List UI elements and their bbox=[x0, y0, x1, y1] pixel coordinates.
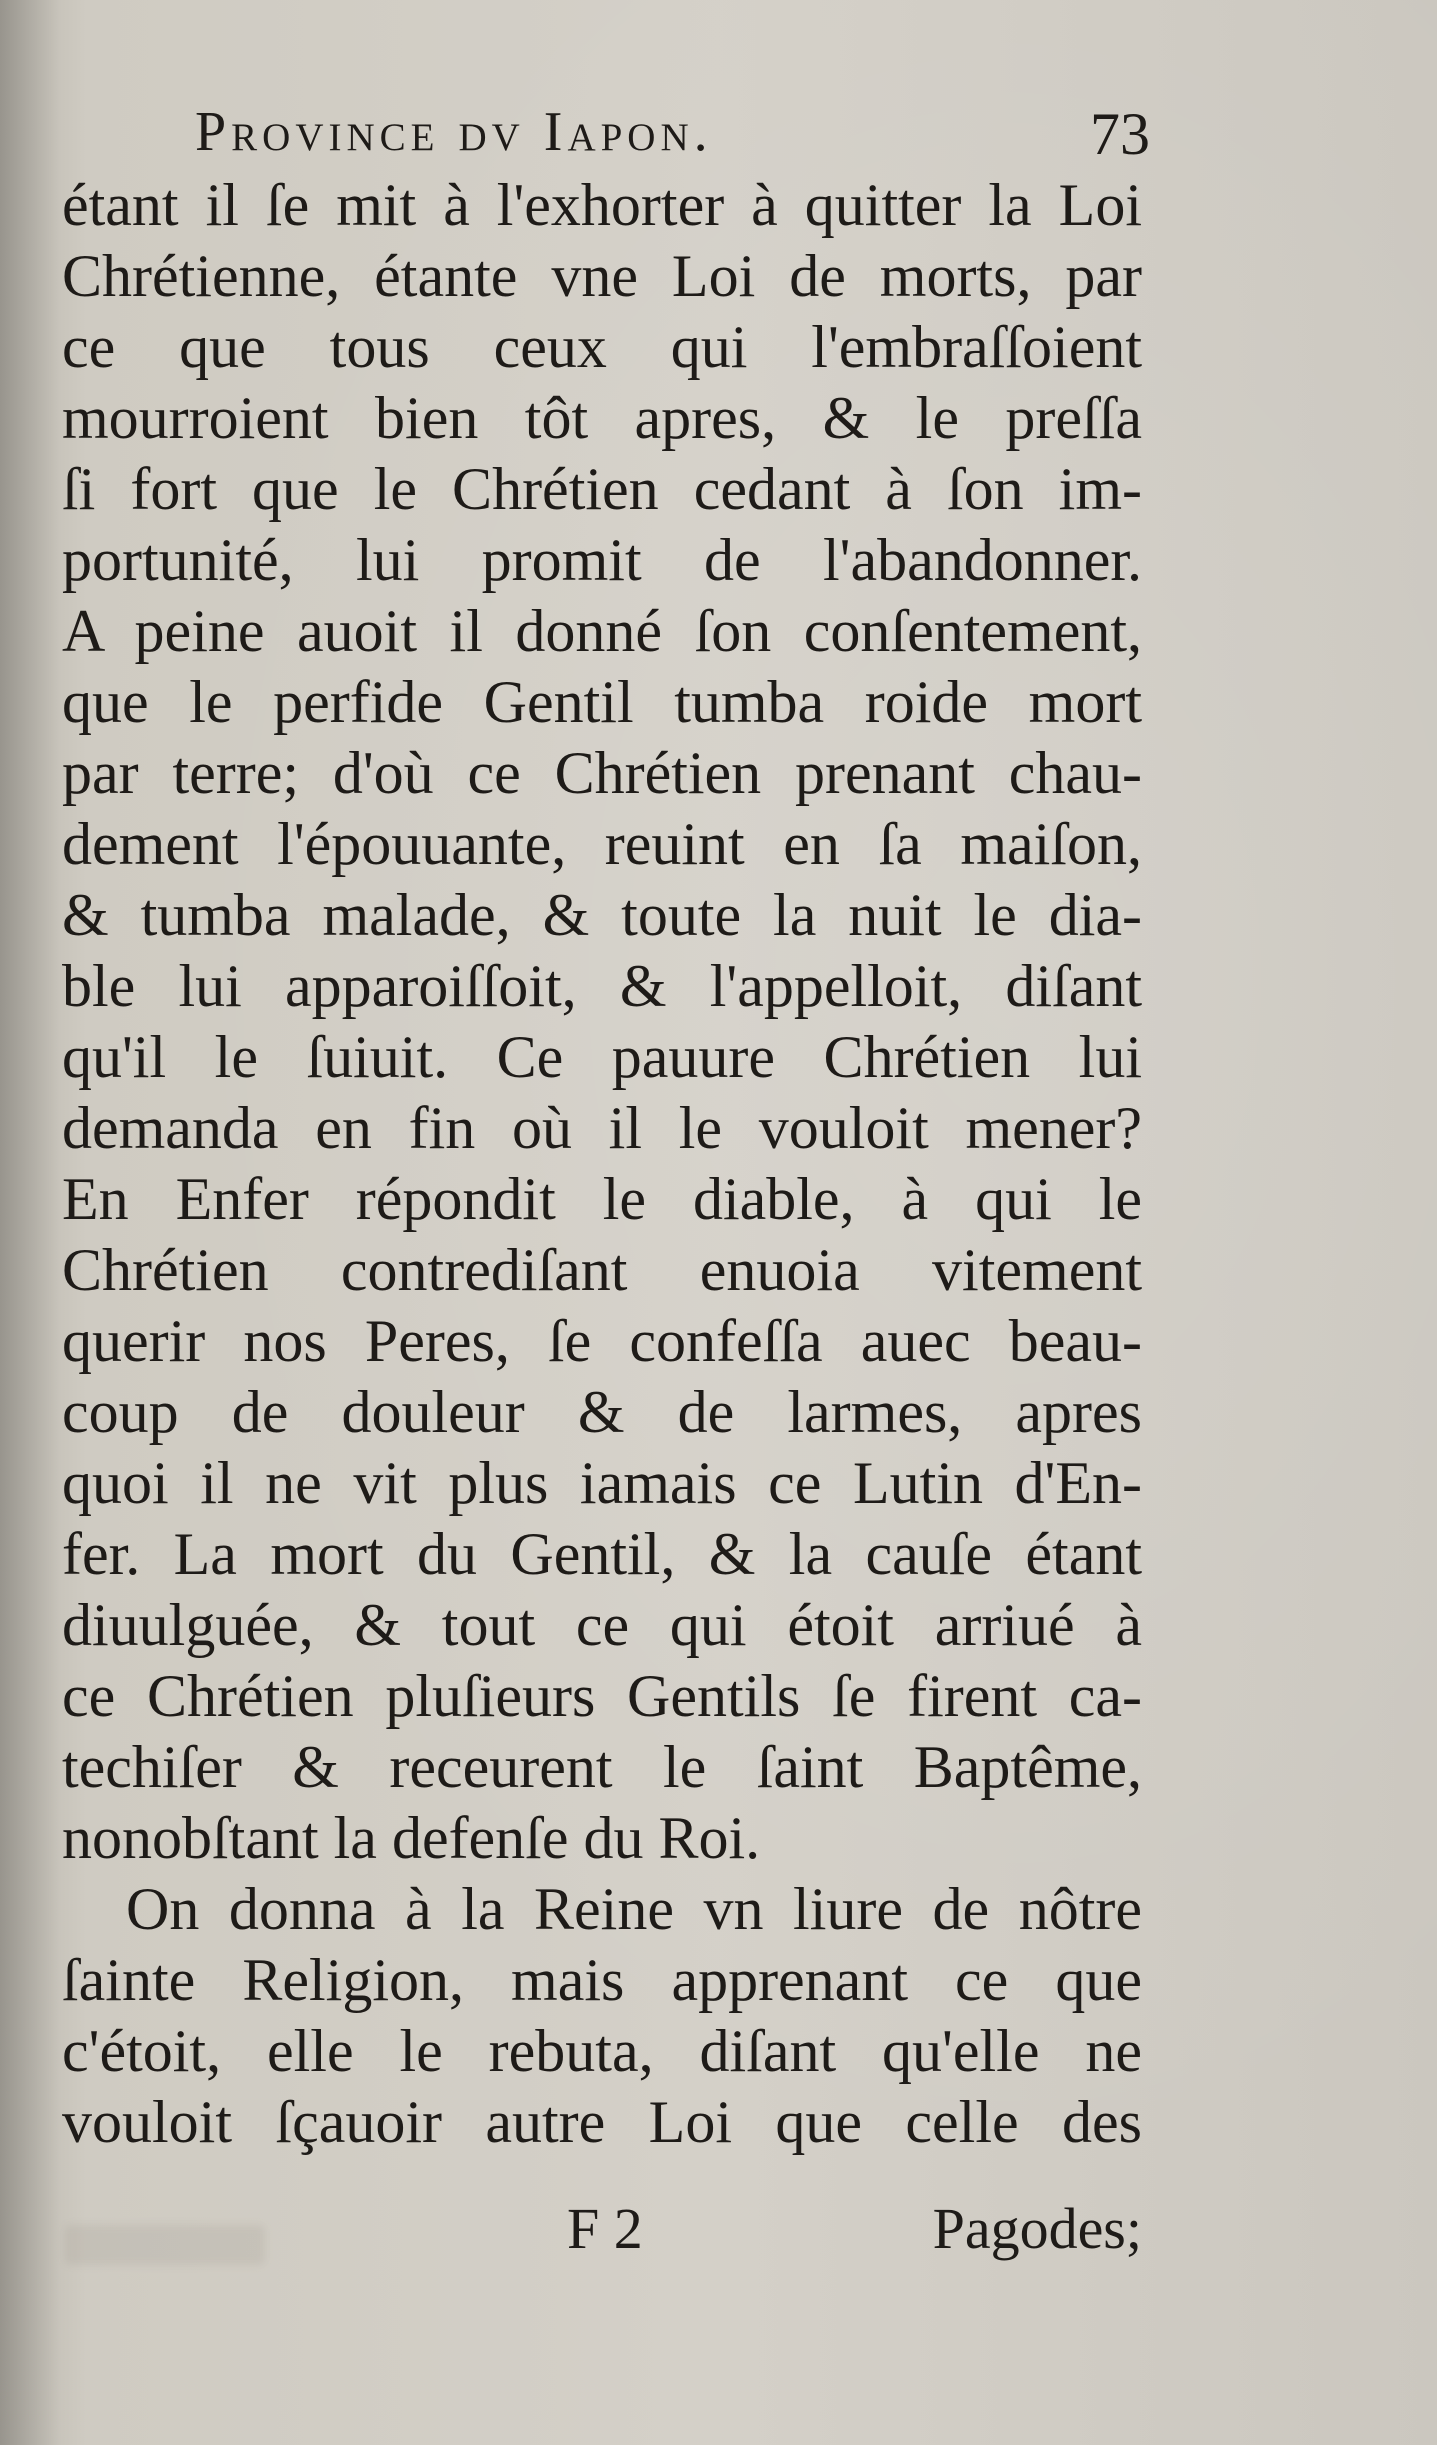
page-footer bbox=[62, 2195, 1142, 2275]
text-line: Chrétien contrediſant enuoia vitement bbox=[62, 1237, 1142, 1303]
text-line: diuulguée, & tout ce qui étoit arriué à bbox=[62, 1592, 1142, 1658]
text-line: que le perfide Gentil tumba roide mort bbox=[62, 669, 1142, 735]
text-line: qu'il le ſuiuit. Ce pauure Chrétien lui bbox=[62, 1024, 1142, 1090]
text-line: nonobſtant la defenſe du Roi. bbox=[62, 1805, 761, 1871]
text-line: & tumba malade, & toute la nuit le dia- bbox=[62, 882, 1142, 948]
text-line: vouloit ſçauoir autre Loi que celle des bbox=[62, 2089, 1142, 2155]
text-line: demanda en fin où il le vouloit mener? bbox=[62, 1095, 1142, 1161]
page-header bbox=[195, 100, 1150, 180]
text-line: A peine auoit il donné ſon conſentement, bbox=[62, 598, 1142, 664]
text-line: c'étoit, elle le rebuta, diſant qu'elle ne bbox=[62, 2018, 1142, 2084]
text-line: par terre; d'où ce Chrétien prenant chau- bbox=[62, 740, 1142, 806]
text-line: techiſer & receurent le ſaint Baptême, bbox=[62, 1734, 1142, 1800]
page-number: 73 bbox=[1090, 101, 1150, 167]
gutter-shadow bbox=[0, 0, 60, 2445]
text-line: étant il ſe mit à l'exhorter à quitter la Loi bbox=[62, 172, 1142, 238]
body-text bbox=[62, 170, 1142, 2158]
text-line: quoi il ne vit plus iamais ce Lutin d'En- bbox=[62, 1450, 1142, 1516]
catchword: Pagodes; bbox=[932, 2196, 1142, 2261]
text-line: fer. La mort du Gentil, & la cauſe étant bbox=[62, 1521, 1142, 1587]
paragraph-start-line: On donna à la Reine vn liure de nôtre bbox=[126, 1876, 1142, 1942]
text-line: ſi fort que le Chrétien cedant à ſon im- bbox=[62, 456, 1142, 522]
text-line: dement l'épouuante, reuint en ſa maiſon, bbox=[62, 811, 1142, 877]
text-line: ble lui apparoiſſoit, & l'appelloit, diſant bbox=[62, 953, 1142, 1019]
text-line: ce que tous ceux qui l'embraſſoient bbox=[62, 314, 1142, 380]
text-line: querir nos Peres, ſe confeſſa auec beau- bbox=[62, 1308, 1142, 1374]
text-line: En Enfer répondit le diable, à qui le bbox=[62, 1166, 1142, 1232]
text-line: mourroient bien tôt apres, & le preſſa bbox=[62, 385, 1142, 451]
running-title: Province dv Iapon. bbox=[195, 101, 713, 163]
text-line: portunité, lui promit de l'abandonner. bbox=[62, 527, 1142, 593]
text-line: ſainte Religion, mais apprenant ce que bbox=[62, 1947, 1142, 2013]
text-line: ce Chrétien pluſieurs Gentils ſe firent ca- bbox=[62, 1663, 1142, 1729]
text-line: Chrétienne, étante vne Loi de morts, par bbox=[62, 243, 1142, 309]
text-line: coup de douleur & de larmes, apres bbox=[62, 1379, 1142, 1445]
signature-mark: F 2 bbox=[567, 2196, 643, 2261]
